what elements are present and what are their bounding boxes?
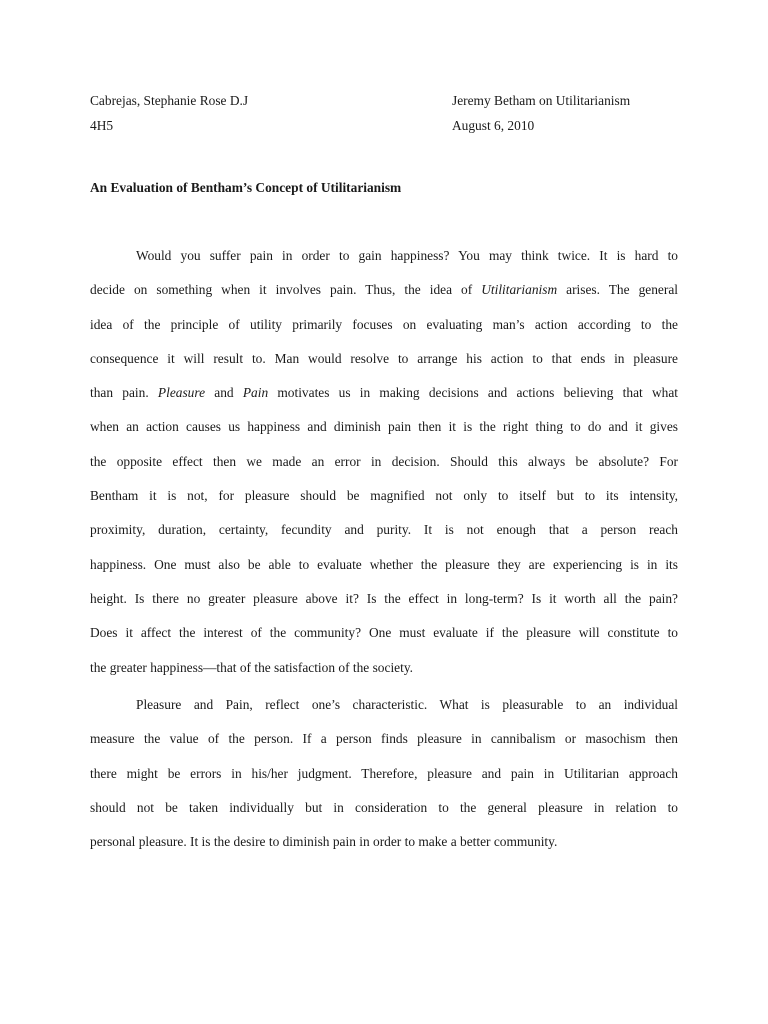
essay-topic: Jeremy Betham on Utilitarianism (452, 93, 631, 108)
header-row-1 (90, 91, 690, 111)
paragraph-line: idea of the principle of utility primarily focuses on evaluating man’s action according to the (90, 316, 678, 332)
paragraph-line: there might be errors in his/her judgment. Therefore, pleasure and pain in Utilitarian approach (90, 765, 678, 781)
paragraph-line: proximity, duration, certainty, fecundity and purity. It is not enough that a person reach (90, 522, 678, 538)
paragraph-line: the opposite effect then we made an error in decision. Should this always be absolute? For (90, 453, 678, 469)
header-row-2 (90, 116, 690, 136)
author-name: Cabrejas, Stephanie Rose D.J (90, 93, 249, 108)
italic-term: Utilitarianism (481, 282, 558, 298)
paragraph-line: Bentham it is not, for pleasure should be magnified not only to itself but to its intensity, (90, 488, 678, 504)
paragraph-line: Pleasure and Pain, reflect one’s characteristic. What is pleasurable to an individual (136, 697, 678, 712)
paragraph-2 (90, 688, 678, 859)
paragraph-line: than pain. Pleasure and Pain motivates us in making decisions and actions believing that what (90, 385, 678, 401)
paragraph-line: Would you suffer pain in order to gain happiness? You may think twice. It is hard to (136, 248, 678, 263)
italic-term: Pleasure (157, 385, 206, 401)
paragraph-line: when an action causes us happiness and diminish pain then it is the right thing to do and it gives (90, 419, 678, 435)
paragraph-line: should not be taken individually but in consideration to the general pleasure in relation to (90, 799, 678, 815)
paragraph-line: the greater happiness—that of the satisfaction of the society. (90, 659, 414, 675)
paragraph-line: happiness. One must also be able to evaluate whether the pleasure they are experiencing is in its (90, 556, 678, 572)
essay-title: An Evaluation of Bentham’s Concept of Utilitarianism (90, 180, 402, 195)
paragraph-1 (90, 239, 678, 685)
class-section: 4H5 (90, 118, 114, 133)
essay-date: August 6, 2010 (452, 118, 535, 133)
paragraph-line: consequence it will result to. Man would resolve to arrange his action to that ends in pleasure (90, 350, 678, 366)
paragraph-line: height. Is there no greater pleasure above it? Is the effect in long-term? Is it worth all the pain? (90, 590, 678, 606)
paragraph-line: decide on something when it involves pain. Thus, the idea of Utilitarianism arises. The general (90, 282, 678, 298)
paragraph-line: personal pleasure. It is the desire to diminish pain in order to make a better community. (90, 834, 558, 850)
paragraph-line: measure the value of the person. If a person finds pleasure in cannibalism or masochism then (90, 731, 678, 747)
paragraph-line: Does it affect the interest of the community? One must evaluate if the pleasure will constitute to (90, 625, 678, 641)
italic-term: Pain (242, 385, 269, 401)
